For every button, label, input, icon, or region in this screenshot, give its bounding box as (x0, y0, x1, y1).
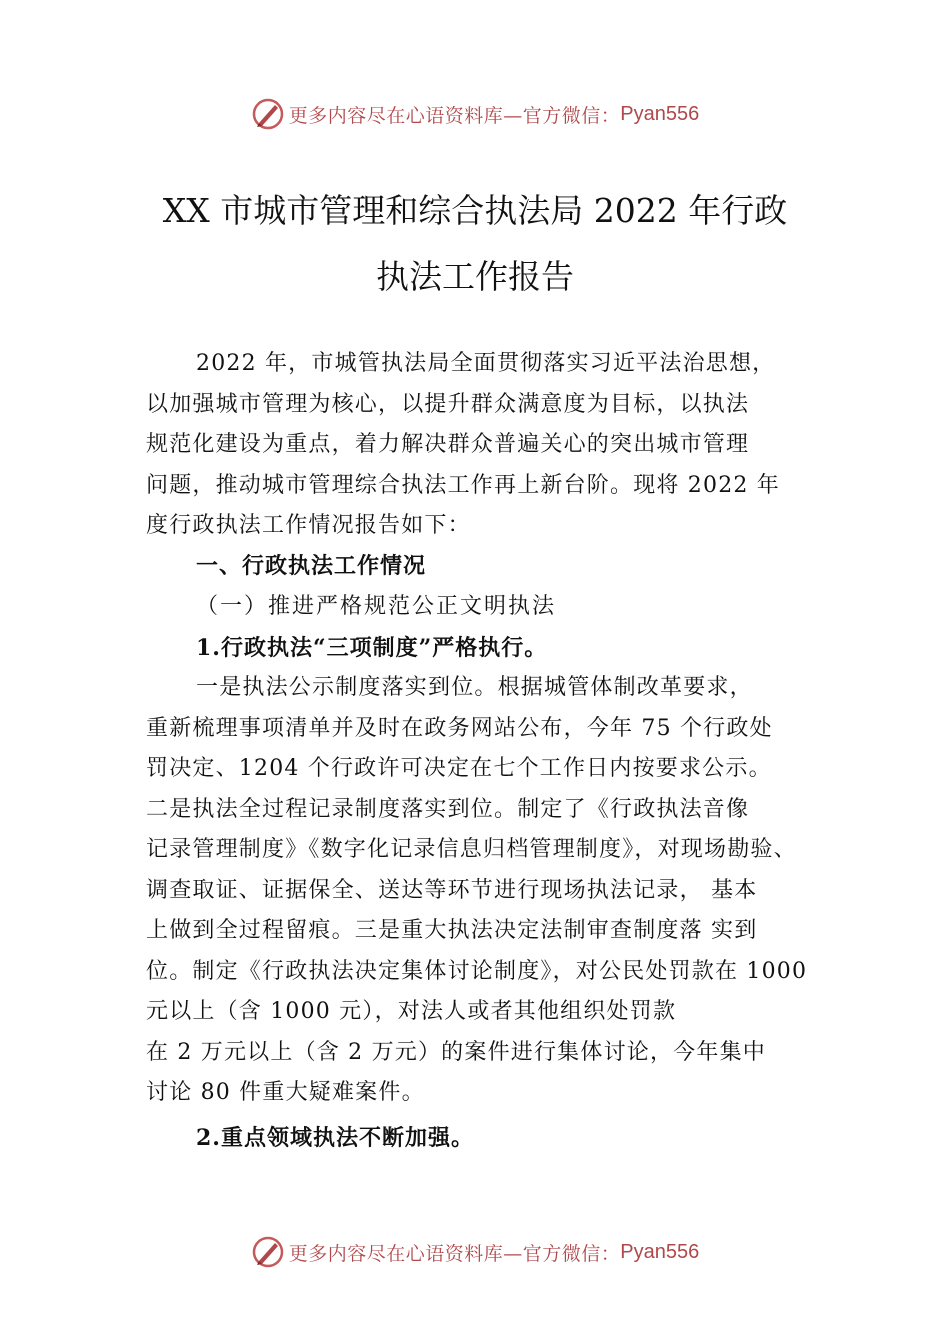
pen-logo-icon (251, 97, 285, 131)
body-line: 以加强城市管理为核心，以提升群众满意度为目标，以执法 (146, 391, 750, 417)
body-line: 重新梳理事项清单并及时在政务网站公布，今年 75 个行政处 (146, 715, 773, 741)
item-heading: 1.行政执法“三项制度”严格执行。 (196, 634, 548, 661)
header-banner (0, 94, 950, 134)
footer-banner (0, 1232, 950, 1272)
document-title (0, 178, 950, 310)
body-line: 规范化建设为重点，着力解决群众普遍关心的突出城市管理 (146, 432, 750, 457)
body-line: 在 2 万元以上（含 2 万元）的案件进行集体讨论，今年集中 (146, 1039, 766, 1065)
subsection-heading: （一）推进严格规范公正文明执法 (196, 594, 557, 619)
body-line: 调查取证、证据保全、送达等环节进行现场执法记录， 基本 (146, 877, 758, 903)
item-heading: 2.重点领域执法不断加强。 (196, 1124, 474, 1151)
title-line-1: XX 市城市管理和综合执法局 2022 年行政 (162, 191, 788, 230)
body-line: 2022 年，市城管执法局全面贯彻落实习近平法治思想， (196, 351, 776, 376)
body-line: 二是执法全过程记录制度落实到位。制定了《行政执法音像 (146, 796, 750, 822)
banner-promo-text: 更多内容尽在心语资料库—官方微信： (288, 104, 621, 127)
section-heading: 一、行政执法工作情况 (196, 553, 427, 579)
body-line: 元以上（含 1000 元），对法人或者其他组织处罚款 (146, 999, 677, 1024)
body-line: 讨论 80 件重大疑难案件。 (146, 1080, 425, 1105)
pen-logo-icon (251, 1235, 285, 1269)
document-body (146, 344, 836, 1158)
body-line: 记录管理制度》《数字化记录信息归档管理制度》，对现场勘验、 (146, 837, 797, 862)
title-line-2: 执法工作报告 (376, 257, 574, 296)
body-line: 罚决定、1204 个行政许可决定在七个工作日内按要求公示。 (146, 756, 772, 781)
banner-wechat-handle: Pyan556 (620, 102, 700, 125)
body-line: 度行政执法工作情况报告如下： (146, 513, 471, 538)
body-line: 一是执法公示制度落实到位。根据城管体制改革要求， (196, 675, 753, 700)
body-line: 位。制定《行政执法决定集体讨论制度》，对公民处罚款在 1000 (146, 958, 808, 984)
banner-promo-text: 更多内容尽在心语资料库—官方微信： (288, 1242, 621, 1265)
body-line: 上做到全过程留痕。三是重大执法决定法制审查制度落 实到 (146, 918, 758, 943)
body-line: 问题，推动城市管理综合执法工作再上新台阶。现将 2022 年 (146, 472, 780, 498)
banner-wechat-handle: Pyan556 (620, 1240, 700, 1263)
